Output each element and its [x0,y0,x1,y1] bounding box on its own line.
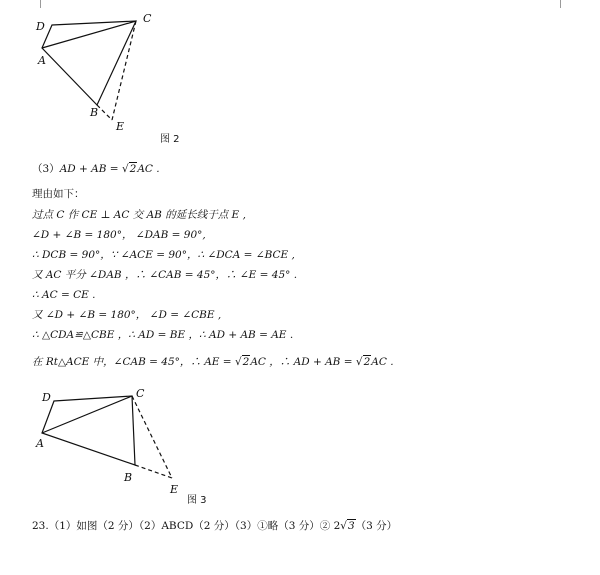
quadrilateral-abcd [42,396,135,465]
label-d: D [42,391,51,404]
sqrt-sign: √ [340,520,347,532]
figure-3-diagram [32,383,192,503]
proof-line-8 [32,355,394,369]
question-23-radicand: 3 [347,520,355,532]
proof-reason: 理由如下： [32,188,85,200]
label-d: D [36,20,45,33]
label-b: B [124,471,133,484]
figure-2-caption: 图 2 [160,134,180,145]
label-c: C [136,387,145,400]
label-e: E [170,483,179,496]
part-3-statement [32,162,160,176]
page-corner-mark-left [40,0,41,8]
sqrt-sign: √ [121,163,129,175]
proof-line-6: 又 ∠D + ∠B = 180°， ∠D = ∠CBE , [32,309,222,321]
proof-line-8-part-c: AC . [371,356,394,368]
segment-ce [112,21,136,120]
question-23-answers [32,519,397,533]
proof-line-2: ∠D + ∠B = 180°， ∠DAB = 90°, [32,229,206,241]
figure-3-caption: 图 3 [187,495,207,506]
label-e: E [116,120,125,133]
sqrt-sign: √ [234,356,242,368]
question-23-text: 23.（1）如图（2 分）（2）ABCD（2 分）（3）①略（3 分）② 2 [32,520,341,532]
label-a: A [38,54,46,67]
label-a: A [36,437,44,450]
proof-line-8-part-b: AC ，∴ AD + AB = [250,356,356,368]
part-3-radicand: 2 [129,163,137,175]
proof-line-8-radicand-2: 2 [363,356,371,368]
proof-line-5: ∴ AC = CE . [32,289,96,301]
part-3-suffix: AC . [137,163,160,175]
proof-line-4: 又 AC 平分 ∠DAB ，∴ ∠CAB = 45°，∴ ∠E = 45° . [32,269,298,281]
proof-line-3: ∴ DCB = 90°，∵ ∠ACE = 90°，∴ ∠DCA = ∠BCE , [32,249,295,261]
label-b: B [90,106,99,119]
part-3-number: （3） [32,163,60,175]
diagonal-ac [42,396,132,433]
extension-be [97,105,112,120]
figure-3 [32,383,192,503]
proof-line-7: ∴ △CDA≌△CBE ，∴ AD = BE ，∴ AD + AB = AE . [32,329,294,341]
label-c: C [143,12,152,25]
proof-line-1: 过点 C 作 CE ⊥ AC 交 AB 的延长线于点 E , [32,209,246,221]
part-3-prefix: AD + AB = [59,163,122,175]
figure-2-diagram [30,8,160,138]
page-corner-mark-right [560,0,561,8]
question-23-tail: （3 分） [355,520,398,532]
sqrt-sign: √ [355,356,363,368]
figure-2 [30,8,160,138]
proof-line-8-part-a: 在 Rt△ACE 中，∠CAB = 45°，∴ AE = [32,356,235,368]
proof-line-8-radicand-1: 2 [242,356,250,368]
quadrilateral-abcd [42,21,136,105]
